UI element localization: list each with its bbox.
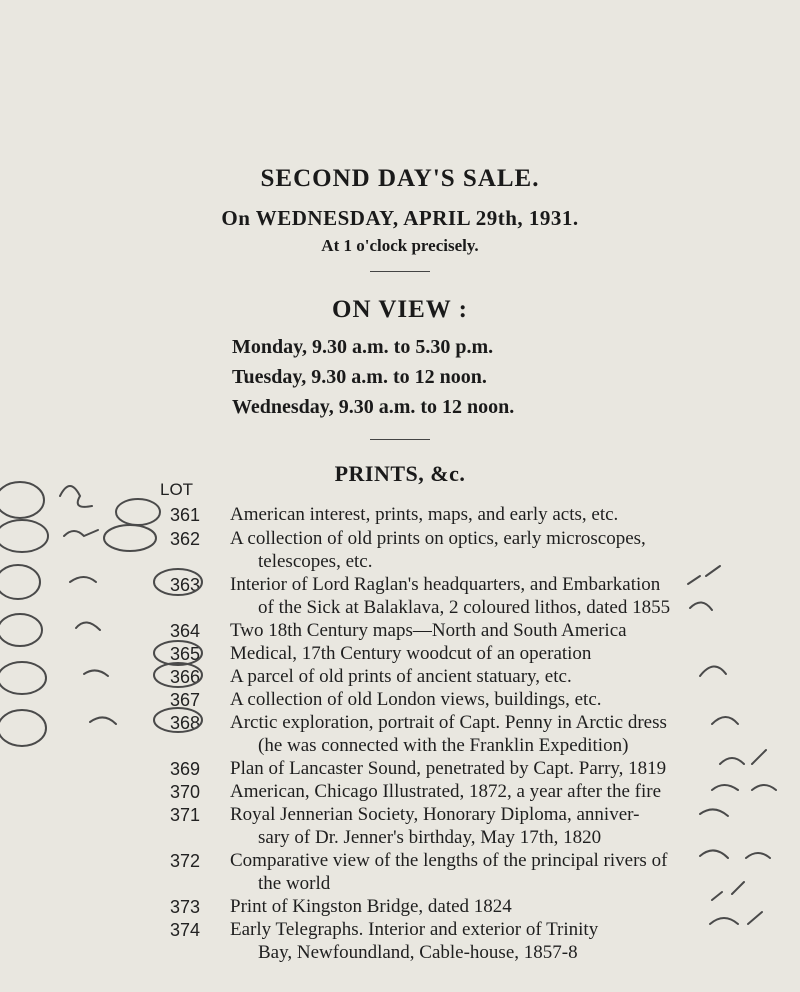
lot-description: Print of Kingston Bridge, dated 1824 [230, 896, 512, 917]
lot-description: Two 18th Century maps—North and South America [230, 620, 627, 641]
lot-description-cont: telescopes, etc. [258, 551, 373, 572]
lot-number: 372 [169, 851, 200, 871]
view-time-monday: Monday, 9.30 a.m. to 5.30 p.m. [232, 336, 494, 358]
lot-description: Comparative view of the lengths of the principal rivers of [230, 850, 668, 871]
lot-number: 370 [169, 782, 200, 802]
price-scribble-mark [84, 670, 108, 676]
lot-description-cont: the world [258, 873, 331, 894]
lot-number: 363 [169, 575, 200, 595]
price-circle-mark [0, 710, 46, 746]
pencil-mark [700, 850, 770, 858]
view-heading: ON VIEW : [332, 296, 468, 323]
lot-circle-mark [154, 708, 202, 732]
lot-circle-mark [116, 499, 160, 525]
sale-time: At 1 o'clock precisely. [321, 236, 479, 255]
lot-description: Interior of Lord Raglan's headquarters, and Embarkation [230, 574, 661, 595]
view-time-tuesday: Tuesday, 9.30 a.m. to 12 noon. [232, 366, 487, 388]
price-circle-mark [0, 482, 44, 518]
pencil-mark [712, 882, 744, 900]
lot-description-cont: of the Sick at Balaklava, 2 coloured lithos, dated 1855 [258, 597, 671, 618]
lot-description: A collection of old prints on optics, early microscopes, [230, 528, 646, 549]
lot-description-cont: (he was connected with the Franklin Expedition) [258, 735, 629, 756]
lot-number: 367 [169, 690, 200, 710]
price-scribble-mark [76, 622, 100, 630]
pencil-mark [700, 666, 726, 676]
price-circle-mark [0, 520, 48, 552]
lot-number: 374 [169, 920, 200, 940]
section-heading: PRINTS, &c. [334, 461, 466, 486]
lot-description: Medical, 17th Century woodcut of an operation [230, 643, 592, 664]
lot-description: Arctic exploration, portrait of Capt. Penny in Arctic dress [230, 712, 667, 733]
lot-description: A collection of old London views, buildings, etc. [230, 689, 602, 710]
lot-column-label: LOT [160, 480, 194, 499]
price-circle-mark [0, 614, 42, 646]
lot-number: 366 [169, 667, 200, 687]
pencil-mark [700, 809, 728, 816]
view-time-wednesday: Wednesday, 9.30 a.m. to 12 noon. [232, 396, 515, 418]
lot-number: 362 [169, 529, 200, 549]
lot-description-cont: Bay, Newfoundland, Cable-house, 1857-8 [258, 942, 578, 963]
lot-number: 365 [169, 644, 200, 664]
pencil-mark [712, 785, 776, 790]
lot-number: 369 [169, 759, 200, 779]
lot-number: 364 [169, 621, 200, 641]
lot-number: 368 [169, 713, 200, 733]
pencil-mark [720, 750, 766, 764]
price-circle-mark [0, 565, 40, 599]
lot-description: A parcel of old prints of ancient statuary, etc. [230, 666, 572, 687]
lot-circle-mark [154, 569, 202, 595]
lot-description: Plan of Lancaster Sound, penetrated by Capt. Parry, 1819 [230, 758, 667, 779]
sale-title: SECOND DAY'S SALE. [260, 165, 540, 192]
pencil-mark [690, 602, 712, 610]
price-scribble-mark [64, 530, 98, 536]
lot-number: 371 [169, 805, 200, 825]
lot-description-cont: sary of Dr. Jenner's birthday, May 17th, 1820 [258, 827, 602, 848]
lot-circle-mark [154, 641, 202, 665]
lot-circle-mark [104, 525, 156, 551]
price-scribble-mark [60, 486, 92, 507]
lot-description: Early Telegraphs. Interior and exterior of Trinity [230, 919, 599, 940]
price-scribble-mark [90, 717, 116, 724]
price-scribble-mark [70, 577, 96, 582]
sale-date: On WEDNESDAY, APRIL 29th, 1931. [221, 206, 579, 230]
lot-number: 373 [169, 897, 200, 917]
lot-description: Royal Jennerian Society, Honorary Diploma, anniver- [230, 804, 640, 825]
lot-number: 361 [169, 505, 200, 525]
pencil-mark [712, 717, 738, 724]
lot-description: American, Chicago Illustrated, 1872, a year after the fire [230, 781, 662, 802]
lot-description: American interest, prints, maps, and early acts, etc. [230, 504, 619, 525]
lot-circle-mark [154, 663, 202, 687]
pencil-mark [688, 566, 720, 584]
price-circle-mark [0, 662, 46, 694]
pencil-mark [710, 912, 762, 924]
